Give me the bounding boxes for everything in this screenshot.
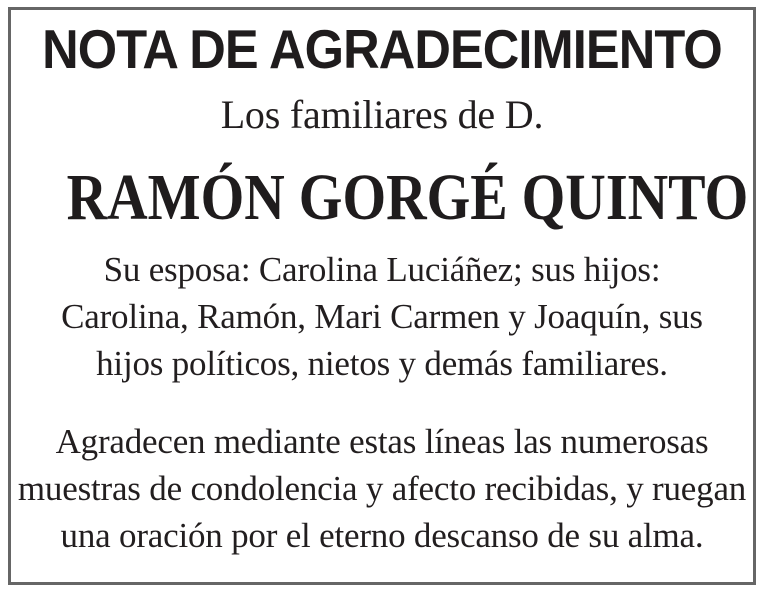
intro-line: Los familiares de D.	[220, 92, 544, 137]
family-paragraph-line: hijos políticos, nietos y demás familiares.	[96, 344, 668, 383]
acknowledgement-notice-box	[8, 7, 756, 585]
thanks-paragraph	[11, 418, 753, 559]
deceased-name: RAMÓN GORGÉ QUINTO	[66, 161, 749, 234]
family-paragraph-line: Su esposa: Carolina Luciáñez; sus hijos:	[103, 250, 661, 289]
thanks-paragraph-line: una oración por el eterno descanso de su alma.	[60, 516, 704, 555]
thanks-paragraph-line: Agradecen mediante estas líneas las numerosas	[55, 422, 709, 461]
family-paragraph	[11, 246, 753, 387]
notice-title: NOTA DE AGRADECIMIENTO	[42, 18, 722, 80]
family-paragraph-line: Carolina, Ramón, Mari Carmen y Joaquín, sus	[61, 297, 703, 336]
thanks-paragraph-line: muestras de condolencia y afecto recibidas, y ruegan	[17, 469, 747, 508]
